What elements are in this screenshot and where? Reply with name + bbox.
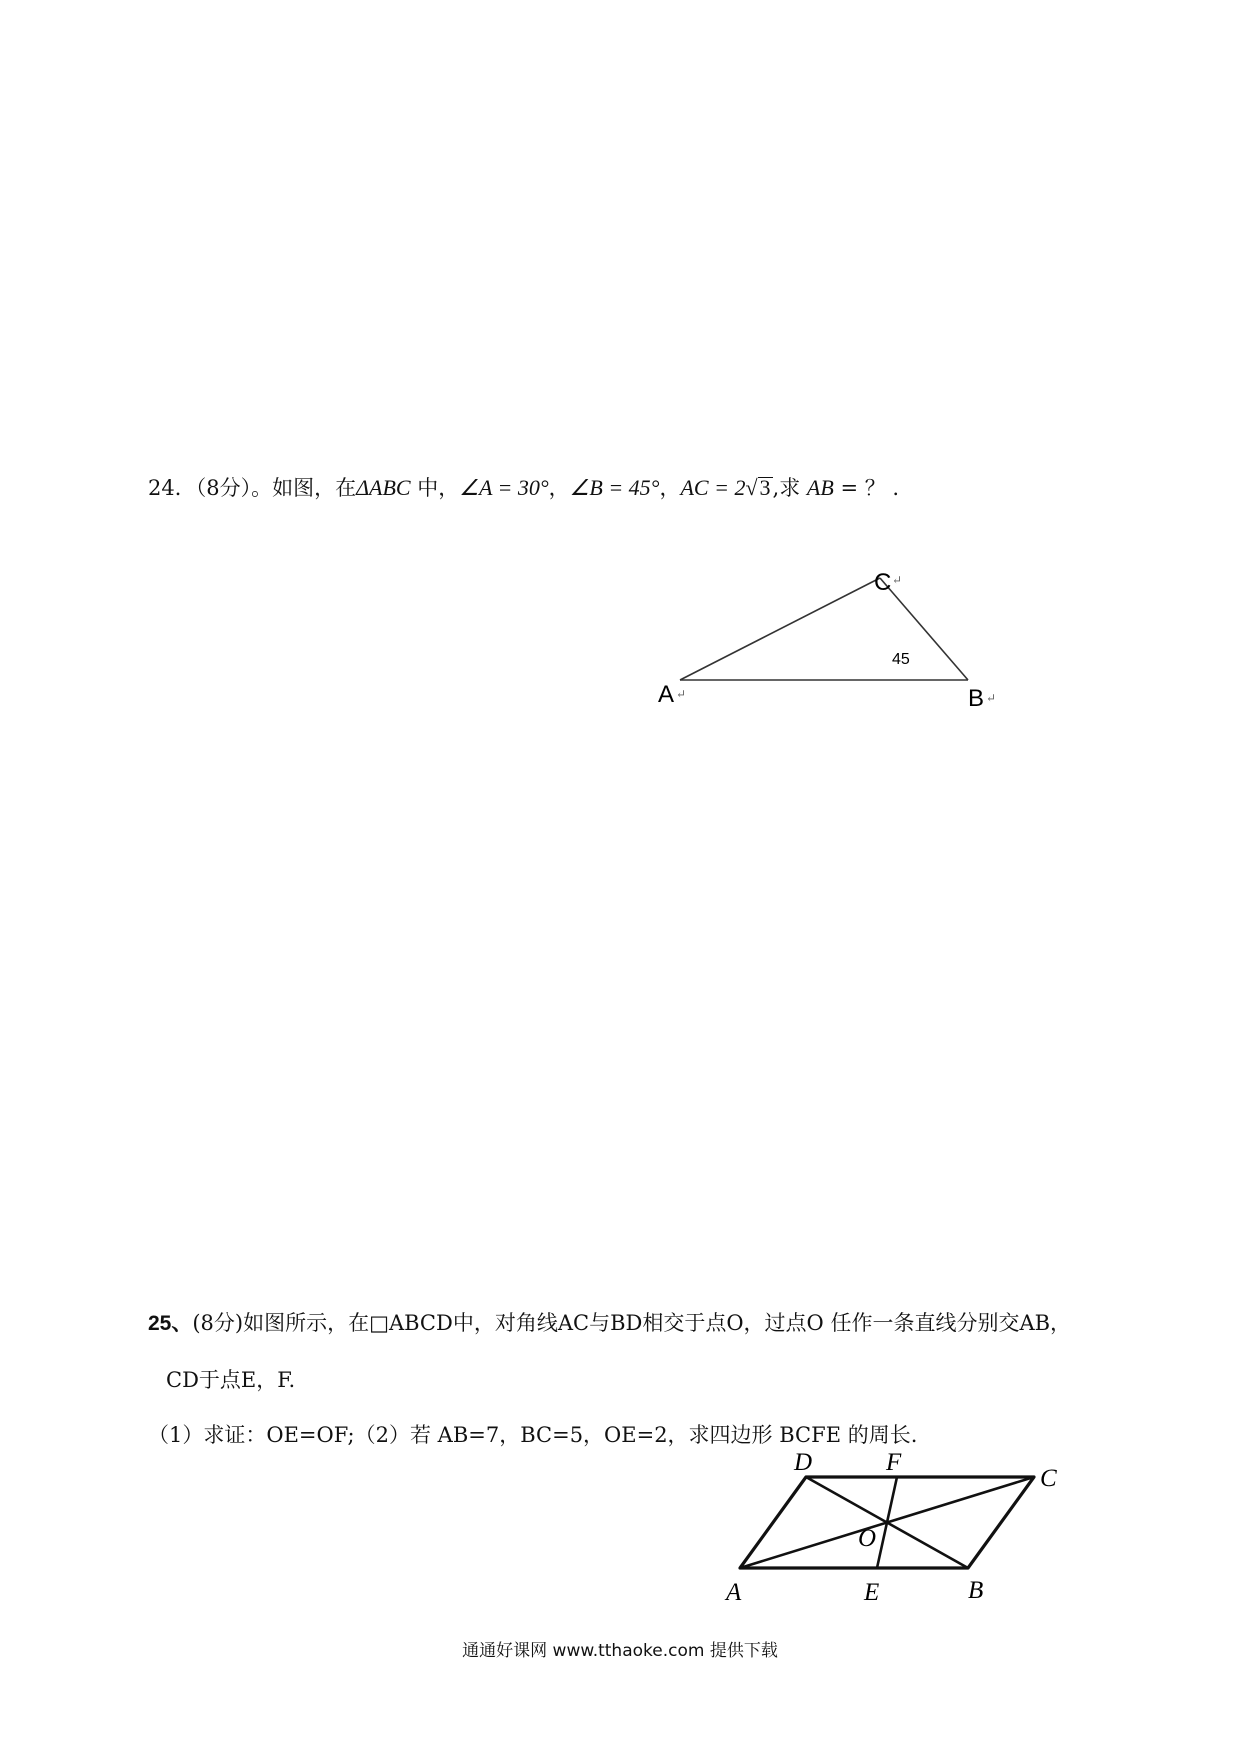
q25-text-line1: (8分)如图所示，在□ABCD中，对角线AC与BD相交于点O，过点O 任作一条直线分别交AB，: [192, 1311, 1072, 1335]
q25-number: 25、: [148, 1312, 193, 1335]
fig24-mark-b: ↵: [986, 691, 997, 705]
fig24-label-b: B: [968, 685, 985, 712]
fig24-mark-a: ↵: [676, 687, 687, 701]
q24-angle-a: ∠A = 30°: [459, 475, 549, 500]
q24-ac-radicand: 3: [759, 475, 771, 500]
q24-triangle: ΔABC: [356, 475, 411, 500]
fig25-label-f: F: [886, 1449, 902, 1476]
fig24-label-a: A: [658, 681, 675, 708]
fig25-label-d: D: [794, 1449, 813, 1476]
q24-ac-lhs: AC = 2: [680, 475, 746, 500]
question-25-line3: （1）求证：OE=OF;（2）若 AB=7，BC=5，OE=2，求四边形 BCFE 的周长.: [148, 1423, 918, 1447]
question-25-line2: CD于点E，F.: [166, 1368, 296, 1392]
q24-prefix: 24．（8分）。如图，在: [148, 476, 357, 500]
fig24-label-c: C: [874, 569, 892, 596]
fig25-label-o: O: [858, 1525, 877, 1552]
q24-zhong: 中，: [410, 476, 460, 500]
fig25-label-e: E: [864, 1579, 880, 1606]
q24-angle-b: ∠B = 45°: [569, 475, 660, 500]
q24-tail: = ？ .: [833, 476, 900, 500]
q24-ab: AB: [806, 475, 834, 500]
q24-sep2: ，: [659, 476, 681, 500]
fig25-label-b: B: [968, 1577, 984, 1604]
segment-ef: [877, 1477, 897, 1568]
question-24: 24．（8分）。如图，在ΔABC 中，∠A = 30°，∠B = 45°，AC = 2√3,求 AB = ？ .: [148, 475, 900, 500]
q24-sep1: ，: [548, 476, 570, 500]
q24-ask: ,求: [772, 476, 807, 500]
fig24-mark-c: ↵: [892, 573, 903, 587]
fig25-label-c: C: [1040, 1465, 1057, 1492]
fig25-label-a: A: [726, 1579, 742, 1606]
footer-source: 通通好课网 www.tthaoke.com 提供下载: [462, 1641, 778, 1661]
fig24-angle-45: 45: [892, 651, 910, 668]
